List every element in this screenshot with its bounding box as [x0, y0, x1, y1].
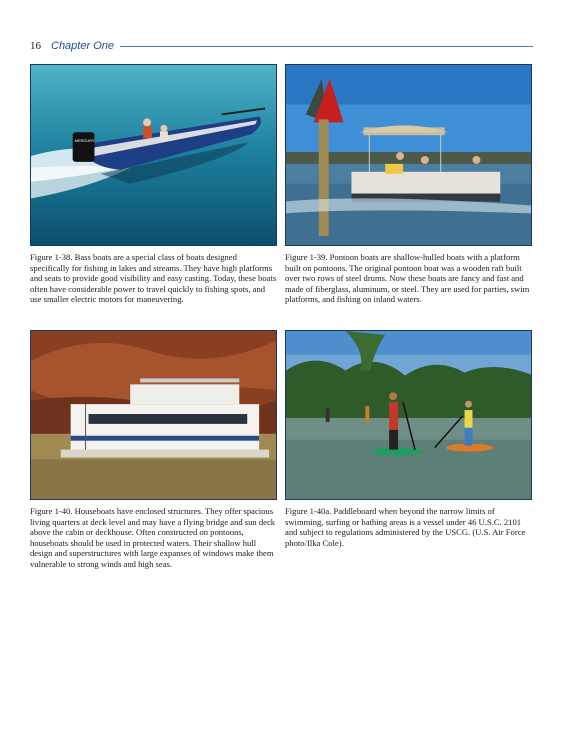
- houseboat-photo: [30, 330, 277, 500]
- header-rule: [120, 46, 533, 47]
- houseboat-illustration: [31, 331, 276, 499]
- paddleboard-illustration: [286, 331, 531, 499]
- page-number: 16: [30, 40, 41, 52]
- figure-1-38-caption: Figure 1-38. Bass boats are a special class of boats designed specifically for fishing in lakes and streams. They have high platforms and seats to provide good visibility and easy casting. Today, these boats often have considerable power to travel quickly to fishing spots, and use smaller electric motors for maneuvering.: [30, 252, 277, 305]
- pontoon-boat-photo: [285, 64, 532, 246]
- chapter-title: Chapter One: [51, 40, 114, 52]
- page-header: [30, 38, 533, 54]
- figure-1-39-caption: Figure 1-39. Pontoon boats are shallow-hulled boats with a platform built on pontoons. The original pontoon boat was a wooden raft built over two rows of steel drums. Now these boats are fancy and fast and made of fiberglass, aluminum, or steel. They are used for parties, swim platforms, and fishing on inland waters.: [285, 252, 530, 305]
- figure-1-40-caption: Figure 1-40. Houseboats have enclosed structures. They offer spacious living quarters at deck level and may have a flying bridge and sun deck above the cabin or deckhouse. Often constructed on pontoons, houseboats should be used in protected waters. Their shallow hull design and superstructures with large expanses of windows make them vulnerable to strong winds and high seas.: [30, 506, 276, 569]
- motor-label: MERCURY: [74, 138, 95, 144]
- bass-boat-photo: [30, 64, 277, 246]
- figure-1-40a-caption: Figure 1-40a. Paddleboard when beyond the narrow limits of swimming, surfing or bathing areas is a vessel under 46 U.S.C. 2101 and subject to regulations administered by the USCG. (U.S. Air Force photo/Ilka Cole).: [285, 506, 526, 548]
- pontoon-boat-illustration: [286, 65, 531, 245]
- bass-boat-illustration: [31, 65, 276, 245]
- paddleboard-photo: [285, 330, 532, 500]
